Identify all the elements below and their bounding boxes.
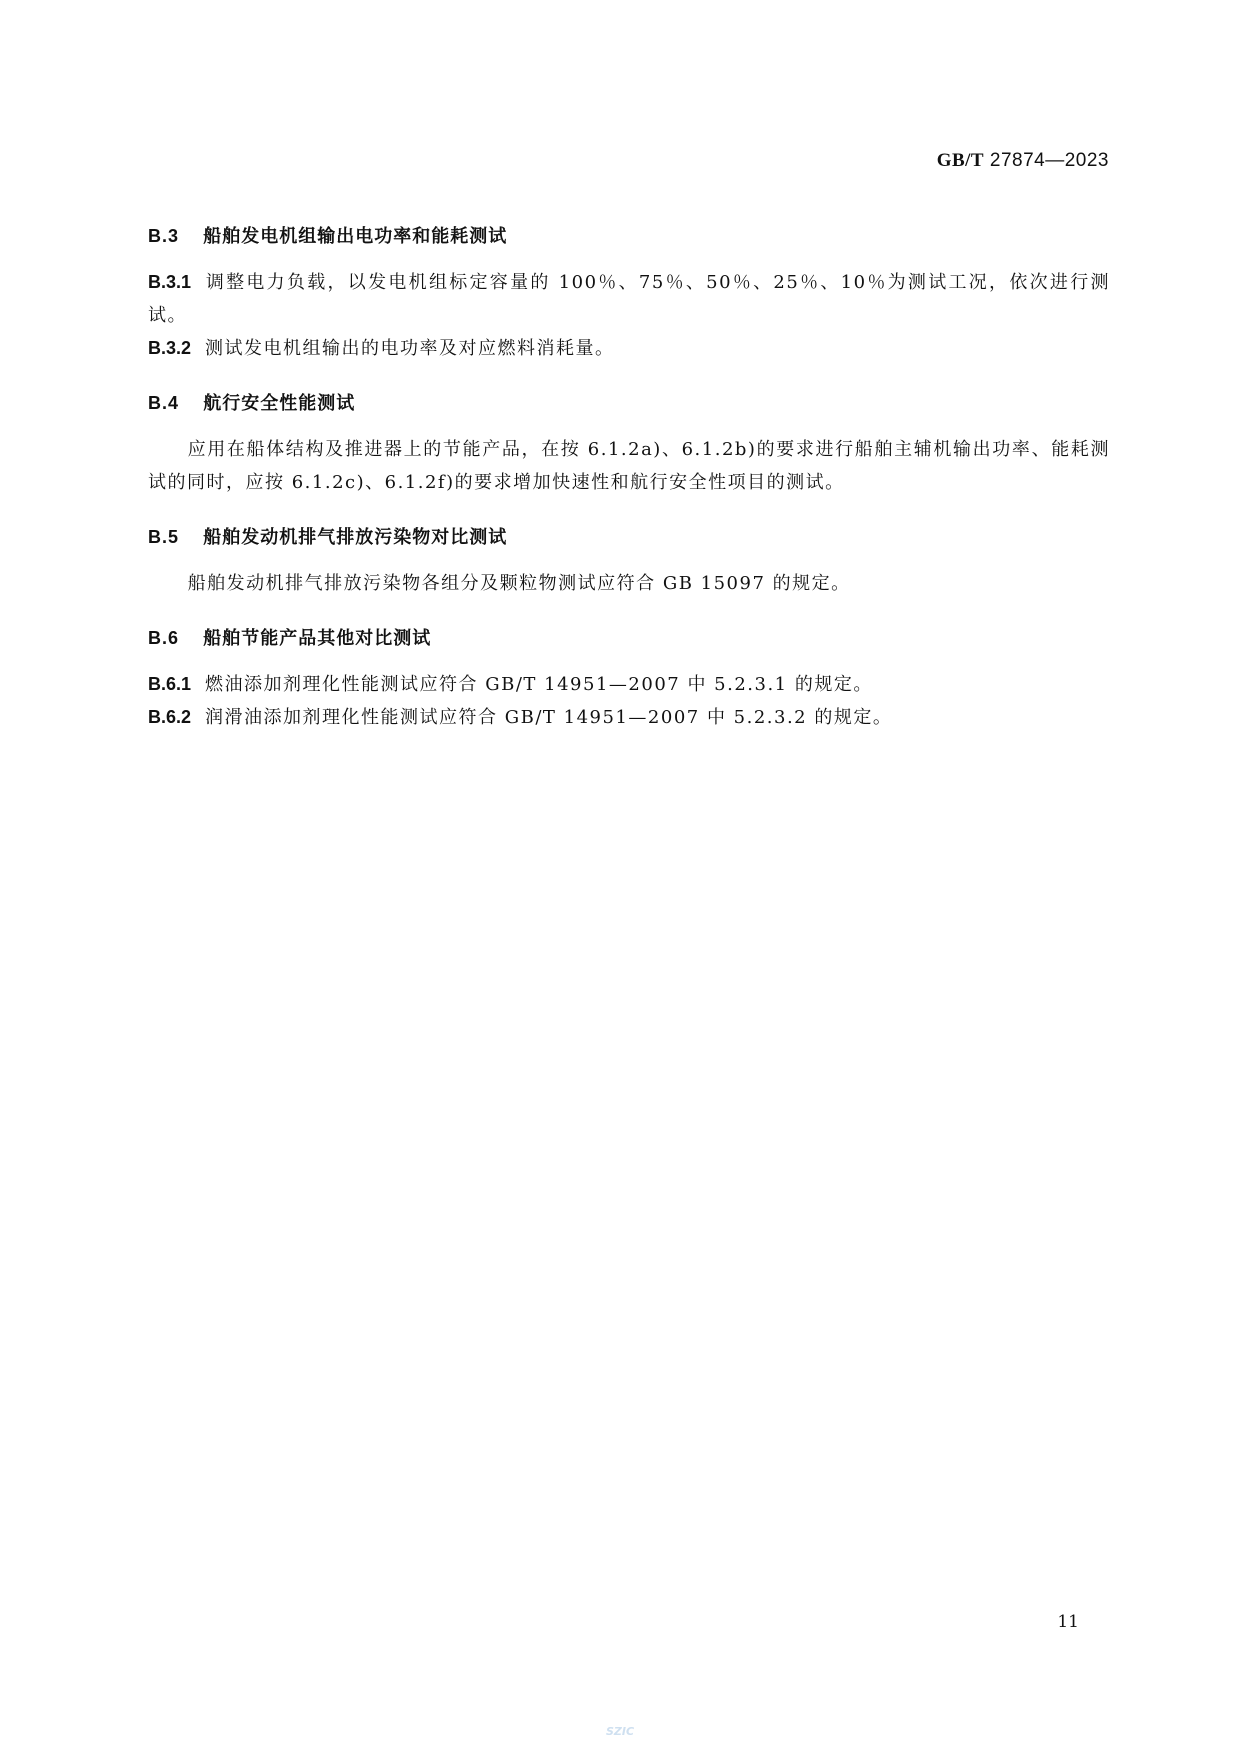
clause-number: B.6.2 — [148, 707, 192, 727]
section-heading-b4 — [148, 389, 1110, 415]
section-heading-b3 — [148, 222, 1110, 248]
clause-b3-2 — [148, 332, 1110, 365]
clause-number: B.3.1 — [148, 272, 192, 292]
document-body — [148, 222, 1110, 734]
clause-b3-1 — [148, 266, 1110, 332]
clause-text: 润滑油添加剂理化性能测试应符合 GB/T 14951—2007 中 5.2.3.2 的规定。 — [205, 707, 893, 728]
watermark-logo: SZIC — [606, 1725, 635, 1738]
standard-identifier — [937, 150, 1109, 172]
standard-number: 27874—2023 — [984, 150, 1109, 171]
standard-prefix: GB/T — [936, 150, 985, 171]
section-number: B.4 — [148, 393, 180, 413]
clause-text: 调整电力负载，以发电机组标定容量的 100％、75％、50％、25％、10％为测试工况，依次进行测试。 — [148, 272, 1110, 326]
clause-b6-1 — [148, 668, 1110, 701]
clause-text: 测试发电机组输出的电功率及对应燃料消耗量。 — [205, 338, 615, 359]
section-number: B.3 — [148, 226, 180, 246]
section-number: B.5 — [148, 527, 180, 547]
paragraph-b4: 应用在船体结构及推进器上的节能产品，在按 6.1.2a)、6.1.2b)的要求进行船舶主辅机输出功率、能耗测试的同时，应按 6.1.2c)、6.1.2f)的要求增加快速性和航行安全性项目的测试。 — [148, 439, 1110, 493]
section-title: 航行安全性能测试 — [203, 393, 356, 414]
page-number: 11 — [1057, 1612, 1079, 1632]
paragraph-b5: 船舶发动机排气排放污染物各组分及颗粒物测试应符合 GB 15097 的规定。 — [187, 573, 851, 594]
clause-number: B.3.2 — [148, 338, 192, 358]
section-title: 船舶节能产品其他对比测试 — [203, 628, 432, 649]
clause-b6-2 — [148, 701, 1110, 734]
clause-number: B.6.1 — [148, 674, 192, 694]
section-title: 船舶发动机排气排放污染物对比测试 — [203, 527, 508, 548]
section-title: 船舶发电机组输出电功率和能耗测试 — [203, 226, 508, 247]
section-number: B.6 — [148, 628, 180, 648]
section-heading-b5 — [148, 523, 1110, 549]
clause-text: 燃油添加剂理化性能测试应符合 GB/T 14951—2007 中 5.2.3.1 的规定。 — [205, 674, 873, 695]
section-heading-b6 — [148, 624, 1110, 650]
